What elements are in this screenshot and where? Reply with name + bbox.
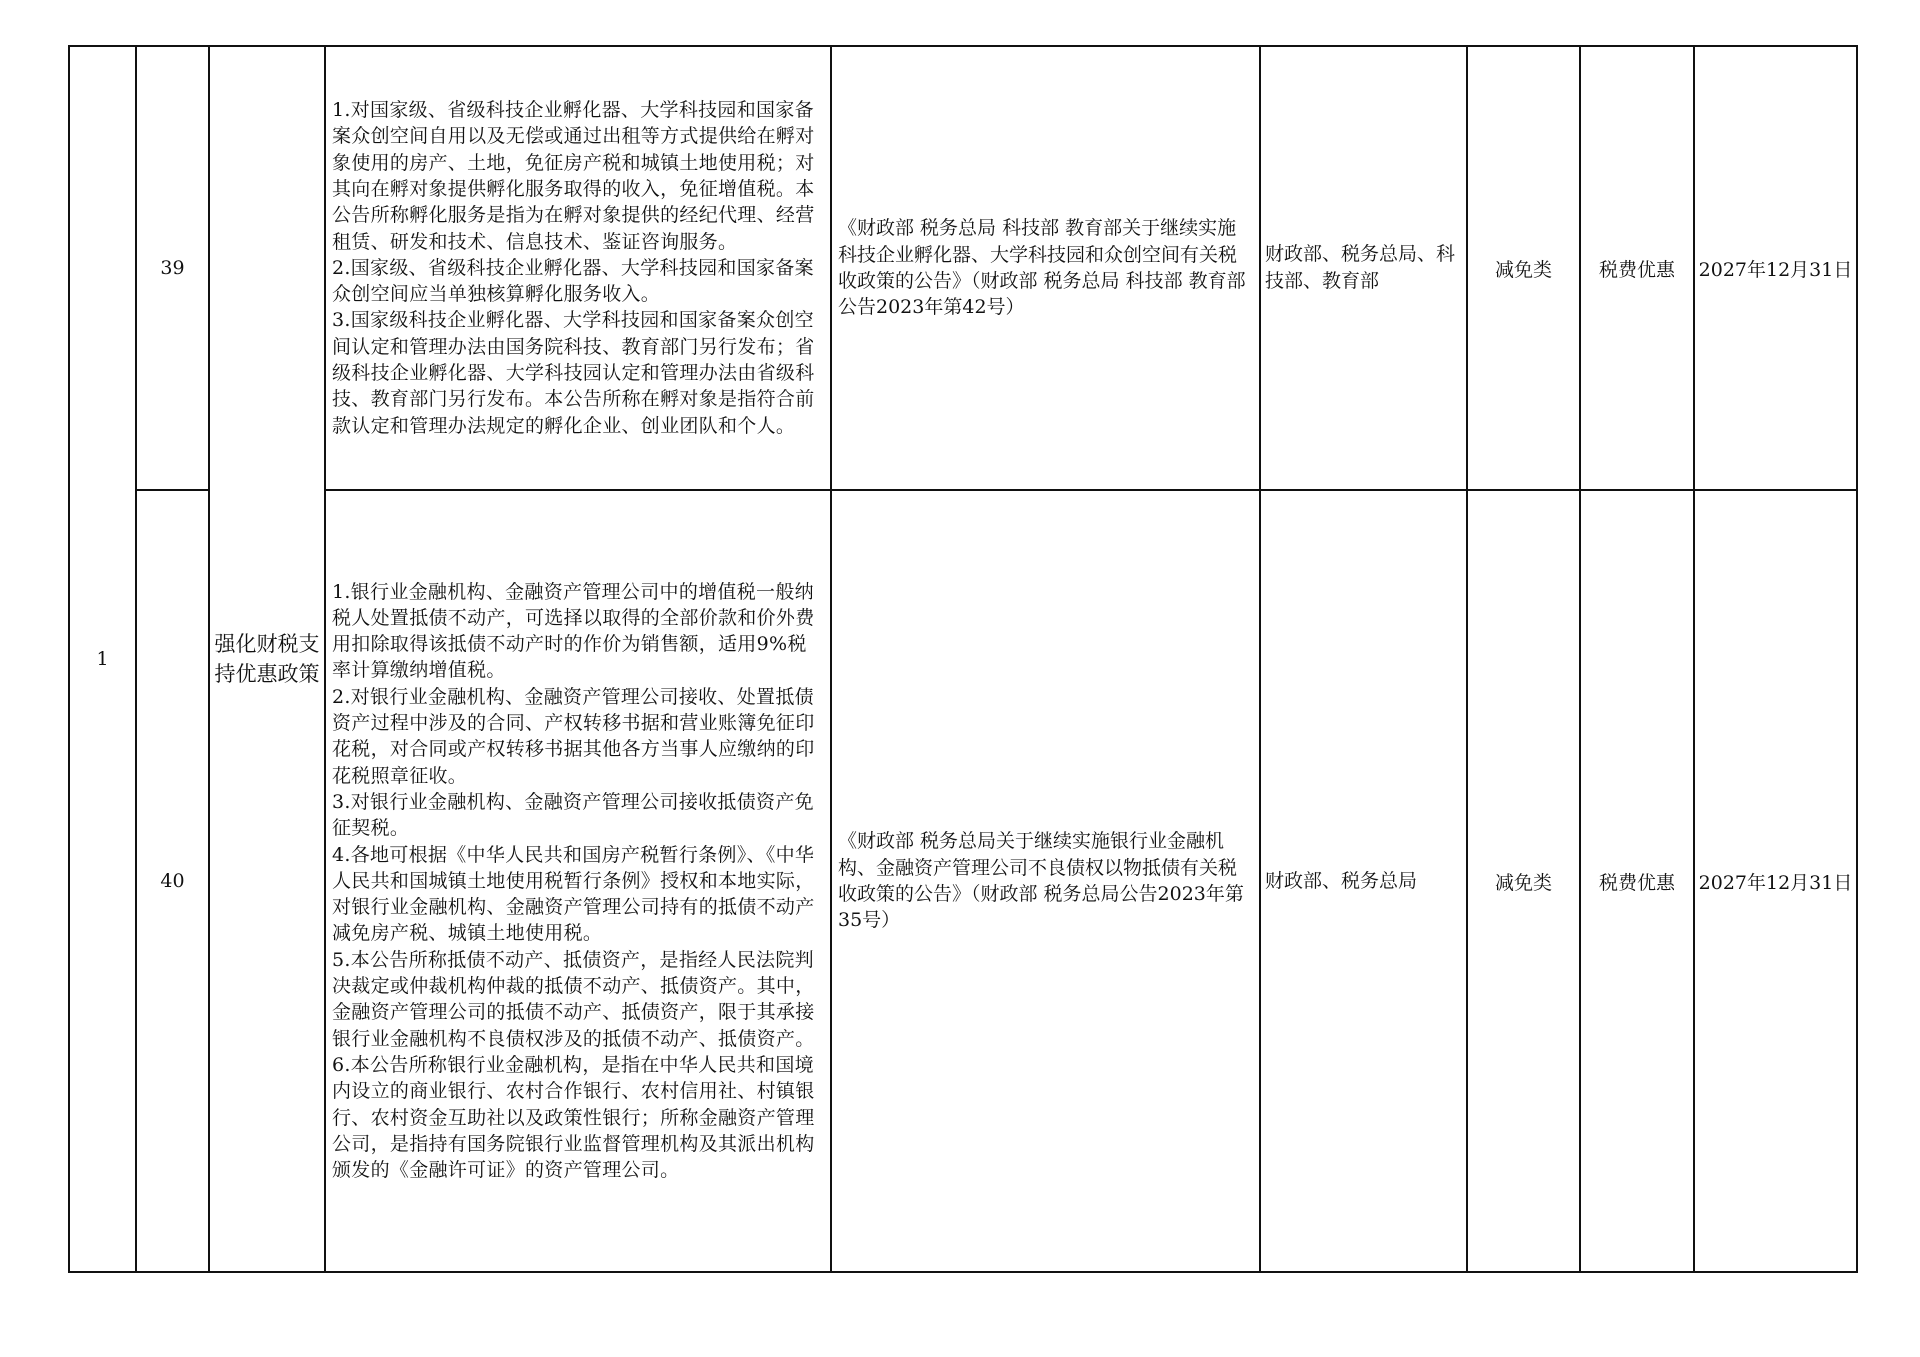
basis-text: 《财政部 税务总局关于继续实施银行业金融机构、金融资产管理公司不良债权以物抵债有关税收政策的公告》（财政部 税务总局公告2023年第35号）	[838, 830, 1244, 932]
policy-table	[68, 45, 1858, 1273]
department-text: 财政部、税务总局、科技部、教育部	[1265, 243, 1456, 292]
row-number: 39	[136, 46, 209, 490]
group-index: 1	[69, 46, 136, 1272]
content-paragraph: 1.银行业金融机构、金融资产管理公司中的增值税一般纳税人处置抵债不动产，可选择以取得的全部价款和价外费用扣除取得该抵债不动产时的作价为销售额，适用9%税率计算缴纳增值税。	[332, 580, 815, 682]
table-row	[69, 46, 1857, 490]
policy-type: 减免类	[1467, 490, 1580, 1272]
policy-basis	[831, 490, 1260, 1272]
policy-deadline: 2027年12月31日	[1694, 46, 1857, 490]
responsible-department	[1260, 46, 1467, 490]
policy-type: 减免类	[1467, 46, 1580, 490]
content-paragraph: 2.国家级、省级科技企业孵化器、大学科技园和国家备案众创空间应当单独核算孵化服务收入。	[332, 256, 814, 306]
policy-basis	[831, 46, 1260, 490]
policy-content	[325, 46, 831, 490]
content-paragraph: 3.对银行业金融机构、金融资产管理公司接收抵债资产免征契税。	[332, 790, 814, 840]
content-paragraph: 5.本公告所称抵债不动产、抵债资产，是指经人民法院判决裁定或仲裁机构仲裁的抵债不动产、抵债资产。其中，金融资产管理公司的抵债不动产、抵债资产，限于其承接银行业金融机构不良债权涉及的抵债不动产、抵债资产。	[332, 948, 815, 1050]
content-paragraph: 2.对银行业金融机构、金融资产管理公司接收、处置抵债资产过程中涉及的合同、产权转移书据和营业账簿免征印花税，对合同或产权转移书据其他各方当事人应缴纳的印花税照章征收。	[332, 685, 815, 787]
department-text: 财政部、税务总局	[1265, 869, 1418, 892]
row-number: 40	[136, 490, 209, 1272]
content-paragraph: 1.对国家级、省级科技企业孵化器、大学科技园和国家备案众创空间自用以及无偿或通过出租等方式提供给在孵对象使用的房产、土地，免征房产税和城镇土地使用税；对其向在孵对象提供孵化服务取得的收入，免征增值税。本公告所称孵化服务是指为在孵对象提供的经纪代理、经营租赁、研发和技术、信息技术、鉴证咨询服务。	[332, 99, 815, 253]
content-paragraph: 3.国家级科技企业孵化器、大学科技园和国家备案众创空间认定和管理办法由国务院科技、教育部门另行发布；省级科技企业孵化器、大学科技园认定和管理办法由省级科技、教育部门另行发布。本公告所称在孵对象是指符合前款认定和管理办法规定的孵化企业、创业团队和个人。	[332, 309, 815, 437]
table-row	[69, 490, 1857, 1272]
basis-text: 《财政部 税务总局 科技部 教育部关于继续实施科技企业孵化器、大学科技园和众创空间有关税收政策的公告》（财政部 税务总局 科技部 教育部公告2023年第42号）	[838, 217, 1246, 319]
responsible-department	[1260, 490, 1467, 1272]
policy-category: 强化财税支持优惠政策	[209, 46, 325, 1272]
policy-deadline: 2027年12月31日	[1694, 490, 1857, 1272]
content-paragraph: 6.本公告所称银行业金融机构，是指在中华人民共和国境内设立的商业银行、农村合作银行、农村信用社、村镇银行、农村资金互助社以及政策性银行；所称金融资产管理公司，是指持有国务院银行业监督管理机构及其派出机构颁发的《金融许可证》的资产管理公司。	[332, 1053, 815, 1182]
content-paragraph: 4.各地可根据《中华人民共和国房产税暂行条例》、《中华人民共和国城镇土地使用税暂行条例》授权和本地实际，对银行业金融机构、金融资产管理公司持有的抵债不动产减免房产税、城镇土地使用税。	[332, 843, 815, 945]
policy-nature: 税费优惠	[1580, 490, 1694, 1272]
policy-nature: 税费优惠	[1580, 46, 1694, 490]
policy-content	[325, 490, 831, 1272]
